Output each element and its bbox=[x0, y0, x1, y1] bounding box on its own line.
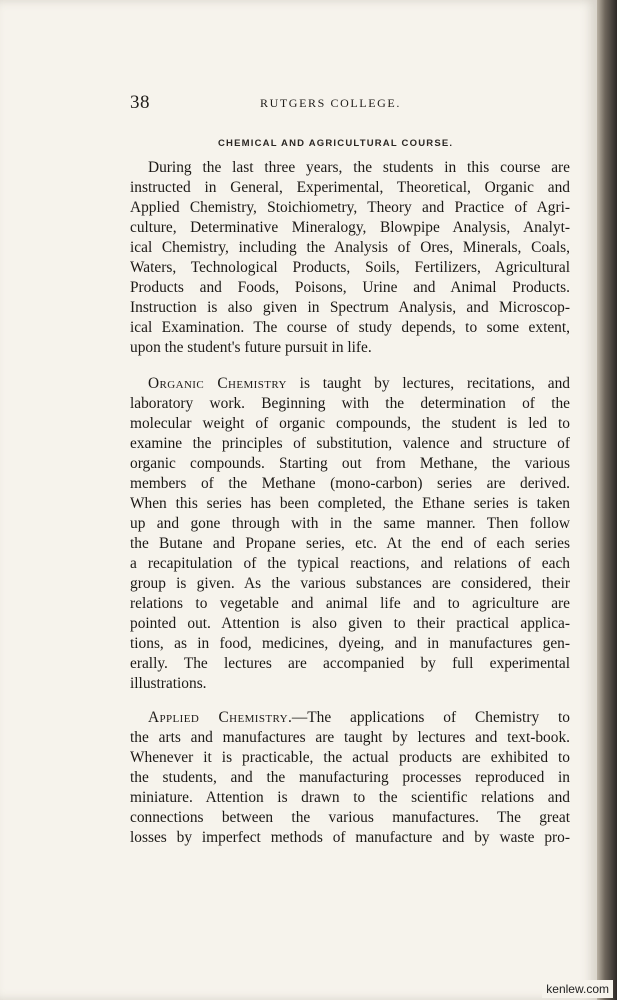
page-number: 38 bbox=[130, 92, 150, 113]
text-line: examine the principles of substitution, valence and structure of bbox=[130, 435, 570, 452]
watermark: kenlew.com bbox=[542, 980, 613, 998]
text-line: culture, Determinative Mineralogy, Blowpipe Analysis, Analyt- bbox=[130, 219, 570, 236]
run-in-heading: Organic Chemistry bbox=[148, 375, 287, 392]
text-line: the Butane and Propane series, etc. At the end of each series bbox=[130, 535, 570, 552]
text-line: the students, and the manufacturing processes reproduced in bbox=[130, 769, 570, 786]
text-run: is taught by lectures, recitations, and bbox=[286, 375, 570, 392]
text-line: members of the Methane (mono-carbon) series are derived. bbox=[130, 475, 570, 492]
text-line: relations to vegetable and animal life and to agriculture are bbox=[130, 595, 570, 612]
text-run: .—The applications of Chemistry to bbox=[287, 709, 571, 726]
text-line: Instruction is also given in Spectrum Analysis, and Microscop- bbox=[130, 299, 570, 316]
text-line: miniature. Attention is drawn to the scientific relations and bbox=[130, 789, 570, 806]
text-line: When this series has been completed, the Ethane series is taken bbox=[130, 495, 570, 512]
text-line: laboratory work. Beginning with the determination of the bbox=[130, 395, 570, 412]
text-line: a recapitulation of the typical reactions, and relations of each bbox=[130, 555, 570, 572]
running-head bbox=[130, 92, 570, 116]
text-line: ical Examination. The course of study depends, to some extent, bbox=[130, 319, 570, 336]
text-line: erally. The lectures are accompanied by full experimental bbox=[130, 655, 570, 672]
text-line: Applied Chemistry, Stoichiometry, Theory and Practice of Agri- bbox=[130, 199, 570, 216]
text-line: group is given. As the various substances are considered, their bbox=[130, 575, 570, 592]
text-line: organic compounds. Starting out from Methane, the various bbox=[130, 455, 570, 472]
text-line: Products and Foods, Poisons, Urine and Animal Products. bbox=[130, 279, 570, 296]
paragraph-course-description bbox=[130, 158, 570, 358]
paragraph-applied-chemistry bbox=[130, 708, 570, 848]
text-line: tions, as in food, medicines, dyeing, and in manufactures gen- bbox=[130, 635, 570, 652]
run-in-heading: Applied Chemistry bbox=[148, 709, 288, 726]
running-title: RUTGERS COLLEGE. bbox=[260, 96, 401, 110]
text-line: up and gone through with in the same manner. Then follow bbox=[130, 515, 570, 532]
page-edge-shadow bbox=[597, 0, 617, 1000]
text-line: molecular weight of organic compounds, the student is led to bbox=[130, 415, 570, 432]
text-line: losses by imperfect methods of manufacture and by waste pro- bbox=[130, 829, 570, 846]
text-line: ical Chemistry, including the Analysis of Ores, Minerals, Coals, bbox=[130, 239, 570, 256]
text-line: connections between the various manufactures. The great bbox=[130, 809, 570, 826]
paragraph-organic-chemistry bbox=[130, 374, 570, 694]
text-line: Whenever it is practicable, the actual products are exhibited to bbox=[130, 749, 570, 766]
text-line bbox=[130, 708, 570, 728]
text-line: instructed in General, Experimental, Theoretical, Organic and bbox=[130, 179, 570, 196]
section-heading: CHEMICAL AND AGRICULTURAL COURSE. bbox=[218, 138, 454, 149]
text-line: Waters, Technological Products, Soils, Fertilizers, Agricultural bbox=[130, 259, 570, 276]
text-line: upon the student's future pursuit in life. bbox=[130, 339, 372, 356]
text-line: During the last three years, the students in this course are bbox=[148, 159, 570, 176]
text-line: the arts and manufactures are taught by lectures and text-book. bbox=[130, 729, 570, 746]
text-line bbox=[130, 374, 570, 394]
text-line: pointed out. Attention is also given to their practical applica- bbox=[130, 615, 570, 632]
text-line: illustrations. bbox=[130, 675, 207, 692]
